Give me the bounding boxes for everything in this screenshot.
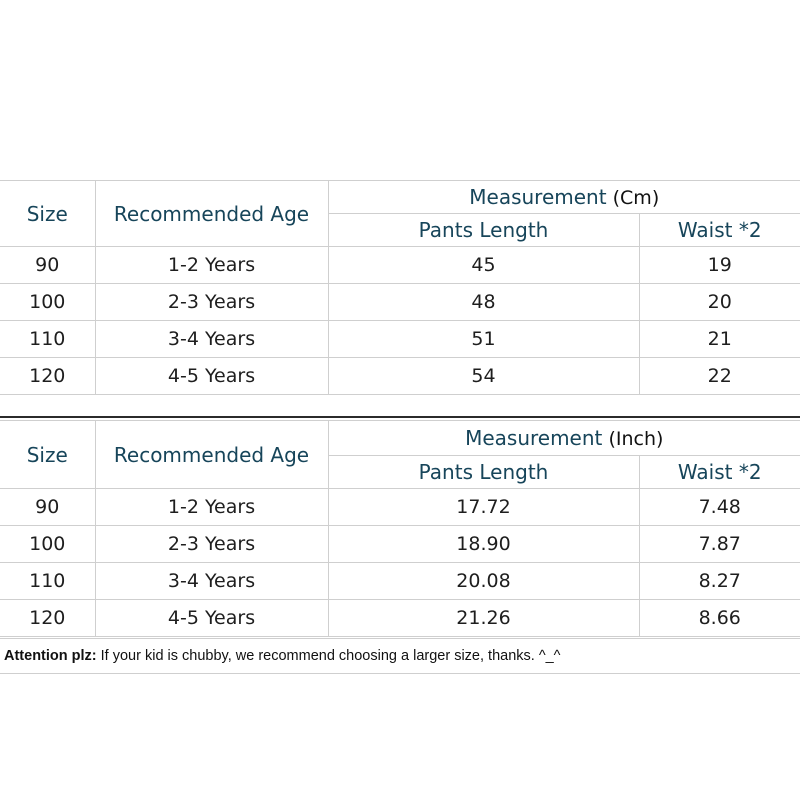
age-cell: 3-4 Years — [95, 563, 328, 600]
age-cell: 1-2 Years — [95, 489, 328, 526]
age-cell: 4-5 Years — [95, 600, 328, 637]
attention-text: If your kid is chubby, we recommend choosing a larger size, thanks. ^_^ — [100, 648, 561, 664]
waist-header: Waist *2 — [639, 456, 800, 489]
measurement-header — [328, 181, 800, 214]
attention-note — [0, 638, 800, 674]
size-cell: 110 — [0, 563, 95, 600]
pants-length-header: Pants Length — [328, 456, 639, 489]
length-cell: 20.08 — [328, 563, 639, 600]
unit-label: (Cm) — [612, 187, 660, 209]
waist-cell: 8.66 — [639, 600, 800, 637]
measurement-header — [328, 421, 800, 456]
size-chart-inch — [0, 420, 800, 637]
measurement-label: Measurement — [469, 185, 607, 209]
table-row — [0, 247, 800, 284]
section-divider — [0, 416, 800, 418]
recommended-age-header: Recommended Age — [95, 421, 328, 489]
length-cell: 48 — [328, 284, 639, 321]
unit-label: (Inch) — [608, 428, 664, 450]
size-cell: 110 — [0, 321, 95, 358]
length-cell: 51 — [328, 321, 639, 358]
size-cell: 100 — [0, 284, 95, 321]
waist-cell: 22 — [639, 358, 800, 395]
table-row — [0, 358, 800, 395]
recommended-age-header: Recommended Age — [95, 181, 328, 247]
pants-length-header: Pants Length — [328, 214, 639, 247]
size-cell: 90 — [0, 247, 95, 284]
size-header: Size — [0, 181, 95, 247]
waist-cell: 7.48 — [639, 489, 800, 526]
size-cell: 90 — [0, 489, 95, 526]
length-cell: 17.72 — [328, 489, 639, 526]
waist-header: Waist *2 — [639, 214, 800, 247]
age-cell: 1-2 Years — [95, 247, 328, 284]
age-cell: 3-4 Years — [95, 321, 328, 358]
age-cell: 4-5 Years — [95, 358, 328, 395]
waist-cell: 21 — [639, 321, 800, 358]
length-cell: 54 — [328, 358, 639, 395]
size-cell: 120 — [0, 600, 95, 637]
length-cell: 21.26 — [328, 600, 639, 637]
size-cell: 120 — [0, 358, 95, 395]
length-cell: 45 — [328, 247, 639, 284]
table-row — [0, 526, 800, 563]
age-cell: 2-3 Years — [95, 526, 328, 563]
table-row — [0, 563, 800, 600]
table-row — [0, 284, 800, 321]
table-row — [0, 489, 800, 526]
age-cell: 2-3 Years — [95, 284, 328, 321]
size-cell: 100 — [0, 526, 95, 563]
table-row — [0, 600, 800, 637]
waist-cell: 7.87 — [639, 526, 800, 563]
size-header: Size — [0, 421, 95, 489]
waist-cell: 20 — [639, 284, 800, 321]
waist-cell: 8.27 — [639, 563, 800, 600]
size-chart-cm — [0, 180, 800, 395]
length-cell: 18.90 — [328, 526, 639, 563]
measurement-label: Measurement — [465, 426, 603, 450]
waist-cell: 19 — [639, 247, 800, 284]
table-row — [0, 321, 800, 358]
attention-label: Attention plz: — [4, 648, 97, 664]
